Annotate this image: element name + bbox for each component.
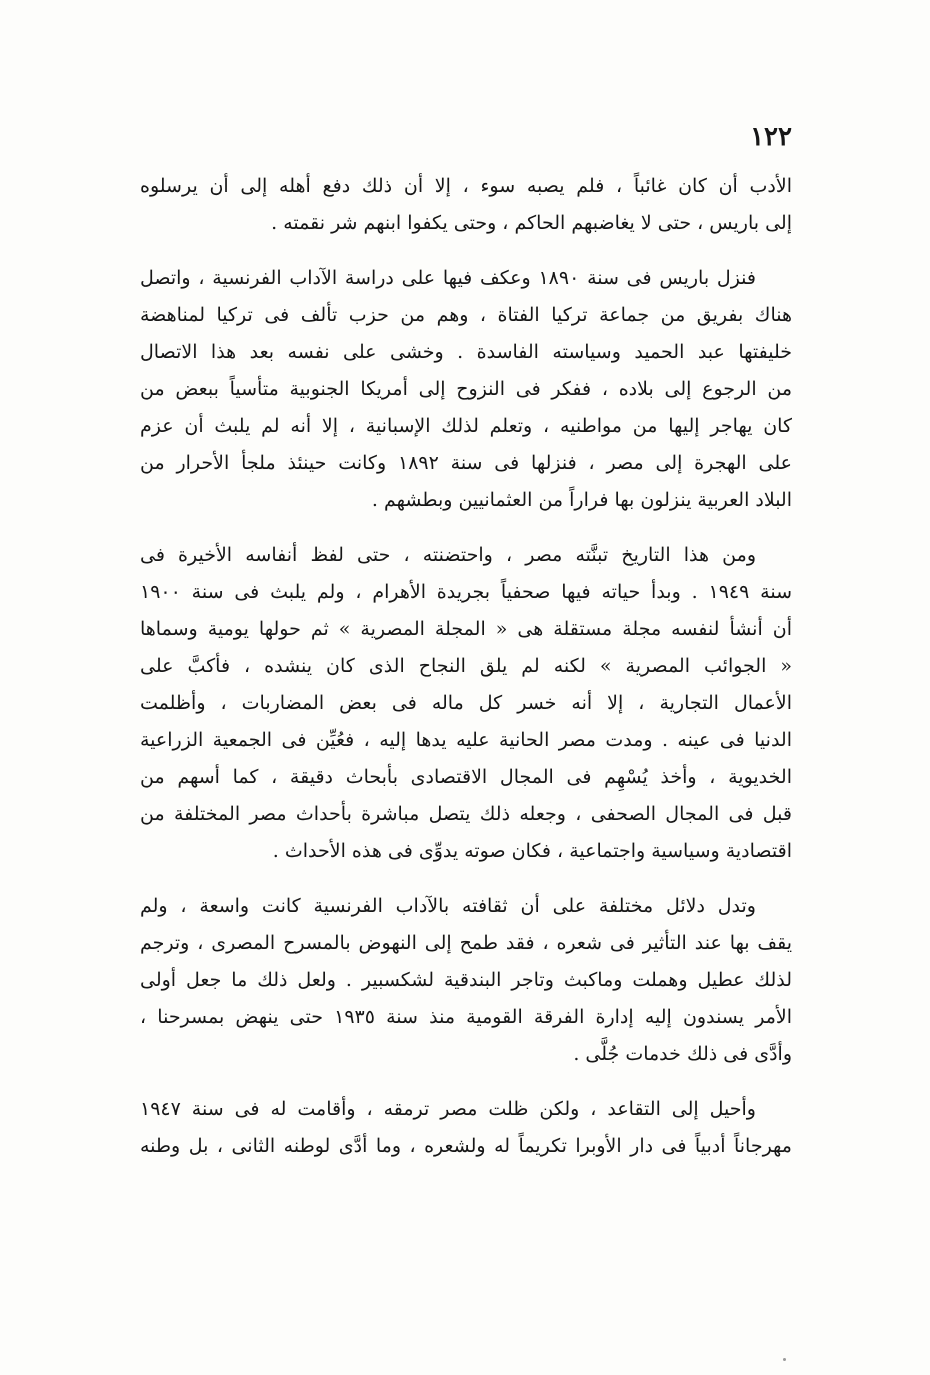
scan-speck (783, 1358, 786, 1361)
text-line: فنزل باريس فى سنة ١٨٩٠ وعكف فيها على دراسة الآداب الفرنسية ، واتصل (140, 267, 756, 289)
text-line: الأدب أن كان غائباً ، فلم يصبه سوء ، إلا أن ذلك دفع أهله إلى أن يرسلوه (140, 175, 792, 197)
text-line: « الجوائب المصرية » لكنه لم يلق النجاح الذى كان ينشده ، فأكبَّ على (140, 655, 792, 677)
paragraph-gap (140, 870, 792, 888)
text-line: ومن هذا التاريخ تبنَّته مصر ، واحتضنته ، حتى لفظ أنفاسه الأخيرة فى (140, 544, 756, 566)
text-line: هناك بفريق من جماعة تركيا الفتاة ، وهم من حزب تألف فى تركيا لمناهضة (140, 304, 792, 326)
text-line: الأعمال التجارية ، إلا أنه خسر كل ماله فى بعض المضاربات ، وأظلمت (140, 692, 792, 714)
text-line: أن أنشأ لنفسه مجلة مستقلة هى « المجلة المصرية » ثم حولها يومية وسماها (140, 618, 792, 640)
text-line: الأمر يسندون إليه إدارة الفرقة القومية منذ سنة ١٩٣٥ حتى ينهض بمسرحنا ، (140, 1006, 792, 1028)
text-line: سنة ١٩٤٩ . وبدأ حياته فيها صحفياً بجريدة الأهرام ، ولم يلبث فى سنة ١٩٠٠ (140, 581, 792, 603)
text-line: اقتصادية وسياسية واجتماعية ، فكان صوته يدوِّى فى هذه الأحداث . (272, 840, 792, 862)
paragraph (140, 888, 792, 1073)
text-line: قبل فى المجال الصحفى ، وجعله ذلك يتصل مباشرة بأحداث مصر المختلفة من (140, 803, 792, 825)
text-line: الخديوية ، وأخذ يُسْهِم فى المجال الاقتصادى بأبحاث دقيقة ، كما أسهم من (140, 766, 792, 788)
body-text (140, 168, 792, 1165)
text-line: إلى باريس ، حتى لا يغاضبهم الحاكم ، وحتى يكفوا ابنهم شر نقمته . (271, 212, 792, 234)
text-line: مهرجاناً أدبياً فى دار الأوبرا تكريماً له ولشعره ، وما أدَّى لوطنه الثانى ، بل وطنه (140, 1135, 792, 1157)
text-line: كان يهاجر إليها من مواطنيه ، وتعلم لذلك الإسبانية ، إلا أنه لم يلبث أن عزم (140, 415, 792, 437)
text-line: وأحيل إلى التقاعد ، ولكن ظلت مصر ترمقه ، وأقامت له فى سنة ١٩٤٧ (140, 1098, 756, 1120)
paragraph (140, 260, 792, 519)
page-number: ١٢٢ (750, 122, 792, 152)
text-line: البلاد العربية ينزلون بها فراراً من العثمانيين وبطشهم . (371, 489, 792, 511)
paragraph-gap (140, 242, 792, 260)
paragraph (140, 537, 792, 870)
paragraph (140, 168, 792, 242)
text-line: من الرجوع إلى بلاده ، ففكر فى النزوح إلى أمريكا الجنوبية متأسياً ببعض من (140, 378, 792, 400)
text-line: الدنيا فى عينه . ومدت مصر الحانية عليه يدها إليه ، فعُيِّن فى الجمعية الزراعية (140, 729, 792, 751)
paragraph (140, 1091, 792, 1165)
text-line: على الهجرة إلى مصر ، فنزلها فى سنة ١٨٩٢ وكانت حينئذ ملجأ الأحرار من (140, 452, 792, 474)
paragraph-gap (140, 1073, 792, 1091)
text-line: خليفتها عبد الحميد وسياسته الفاسدة . وخشى على نفسه بعد هذا الاتصال (140, 341, 792, 363)
text-line: يقف بها عند التأثير فى شعره ، فقد طمح إلى النهوض بالمسرح المصرى ، وترجم (140, 932, 792, 954)
text-line: وأدَّى فى ذلك خدمات جُلَّى . (573, 1043, 792, 1065)
paragraph-gap (140, 519, 792, 537)
text-line: وتدل دلائل مختلفة على أن ثقافته بالآداب الفرنسية كانت واسعة ، ولم (140, 895, 756, 917)
text-line: لذلك عطيل وهملت وماكبث وتاجر البندقية لشكسبير . ولعل ذلك ما جعل أولى (140, 969, 792, 991)
